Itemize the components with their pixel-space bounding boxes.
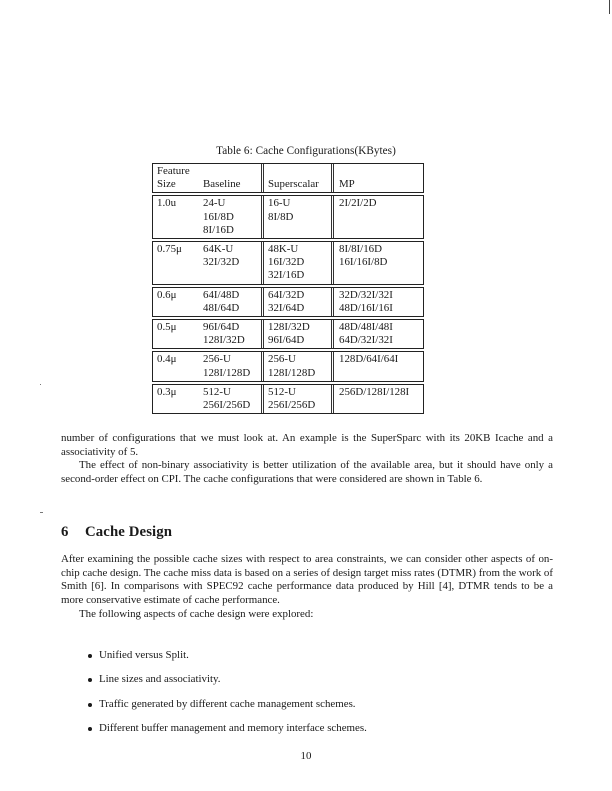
header-feature-size: Feature Size bbox=[157, 165, 190, 191]
list-item: Unified versus Split. bbox=[88, 649, 367, 673]
bullet-icon bbox=[88, 727, 92, 731]
table-row bbox=[152, 195, 424, 239]
cell-feature: 0.3μ bbox=[157, 385, 177, 398]
section-body bbox=[61, 553, 553, 622]
cell-superscalar: 256-U 128I/128D bbox=[264, 352, 334, 380]
paragraph: The following aspects of cache design were explored: bbox=[79, 607, 314, 620]
scan-speck bbox=[40, 384, 41, 385]
cell-mp: 32D/32I/32I 48D/16I/16I bbox=[339, 288, 393, 314]
header-superscalar: Superscalar bbox=[264, 164, 334, 192]
cell-feature: 1.0u bbox=[157, 197, 177, 210]
cell-superscalar: 48K-U 16I/32D 32I/16D bbox=[264, 242, 334, 284]
table-row bbox=[152, 241, 424, 285]
bullet-icon bbox=[88, 654, 92, 658]
paragraph: After examining the possible cache sizes with respect to area constraints, we can consider other aspects of on-chip cache design. The cache miss data is based on a series of design target miss rates (DTMR) from the work of Smith [6]. In comparisons with SPEC92 cache performance data produced by Hill [4], DTMR tends to be a more conservative estimate of cache performance. bbox=[61, 553, 553, 607]
bullet-list bbox=[88, 649, 367, 746]
cell-mp: 256D/128I/128I bbox=[339, 385, 410, 398]
cell-mp: 48D/48I/48I 64D/32I/32I bbox=[339, 321, 393, 347]
cell-mp: 2I/2I/2D bbox=[339, 197, 377, 210]
table-row bbox=[152, 351, 424, 381]
header-mp: MP bbox=[339, 178, 355, 190]
cell-feature: 0.6μ bbox=[157, 288, 177, 301]
list-item: Line sizes and associativity. bbox=[88, 673, 367, 697]
section-number: 6 bbox=[61, 524, 69, 540]
scan-speck bbox=[40, 512, 43, 513]
cell-baseline: 64I/48D 48I/64D bbox=[199, 288, 264, 316]
cache-config-table bbox=[152, 163, 424, 416]
table-row bbox=[152, 384, 424, 414]
cell-mp: 8I/8I/16D 16I/16I/8D bbox=[339, 243, 388, 269]
bullet-icon bbox=[88, 703, 92, 707]
table-row bbox=[152, 287, 424, 317]
table-row bbox=[152, 319, 424, 349]
cell-superscalar: 128I/32D 96I/64D bbox=[264, 320, 334, 348]
cell-feature: 0.4μ bbox=[157, 353, 177, 366]
section-title: Cache Design bbox=[85, 524, 173, 540]
table-caption: Table 6: Cache Configurations(KBytes) bbox=[216, 145, 396, 157]
paragraph: The effect of non-binary associativity is better utilization of the available area, but it should have only a second-order effect on CPI. The cache configurations that were considered are shown in Table 6. bbox=[61, 459, 553, 486]
cell-feature: 0.5μ bbox=[157, 321, 177, 334]
cell-baseline: 96I/64D 128I/32D bbox=[199, 320, 264, 348]
cell-superscalar: 512-U 256I/256D bbox=[264, 385, 334, 413]
page-number: 10 bbox=[300, 750, 312, 762]
bullet-icon bbox=[88, 678, 92, 682]
cell-superscalar: 64I/32D 32I/64D bbox=[264, 288, 334, 316]
page-edge-mark bbox=[609, 0, 610, 14]
list-item: Different buffer management and memory interface schemes. bbox=[88, 722, 367, 746]
cell-baseline: 512-U 256I/256D bbox=[199, 385, 264, 413]
paragraph: number of configurations that we must look at. An example is the SuperSparc with its 20KB Icache and a associativity of 5. bbox=[61, 432, 553, 458]
cell-baseline: 64K-U 32I/32D bbox=[199, 242, 264, 284]
cell-feature: 0.75μ bbox=[157, 243, 182, 256]
list-item: Traffic generated by different cache management schemes. bbox=[88, 698, 367, 722]
cell-baseline: 256-U 128I/128D bbox=[199, 352, 264, 380]
table-header-row bbox=[152, 163, 424, 193]
cell-baseline: 24-U 16I/8D 8I/16D bbox=[199, 196, 264, 238]
cell-superscalar: 16-U 8I/8D bbox=[264, 196, 334, 238]
cell-mp: 128D/64I/64I bbox=[339, 353, 399, 366]
header-baseline: Baseline bbox=[199, 164, 264, 192]
section-heading bbox=[61, 524, 172, 541]
body-text-continuation bbox=[61, 432, 553, 487]
